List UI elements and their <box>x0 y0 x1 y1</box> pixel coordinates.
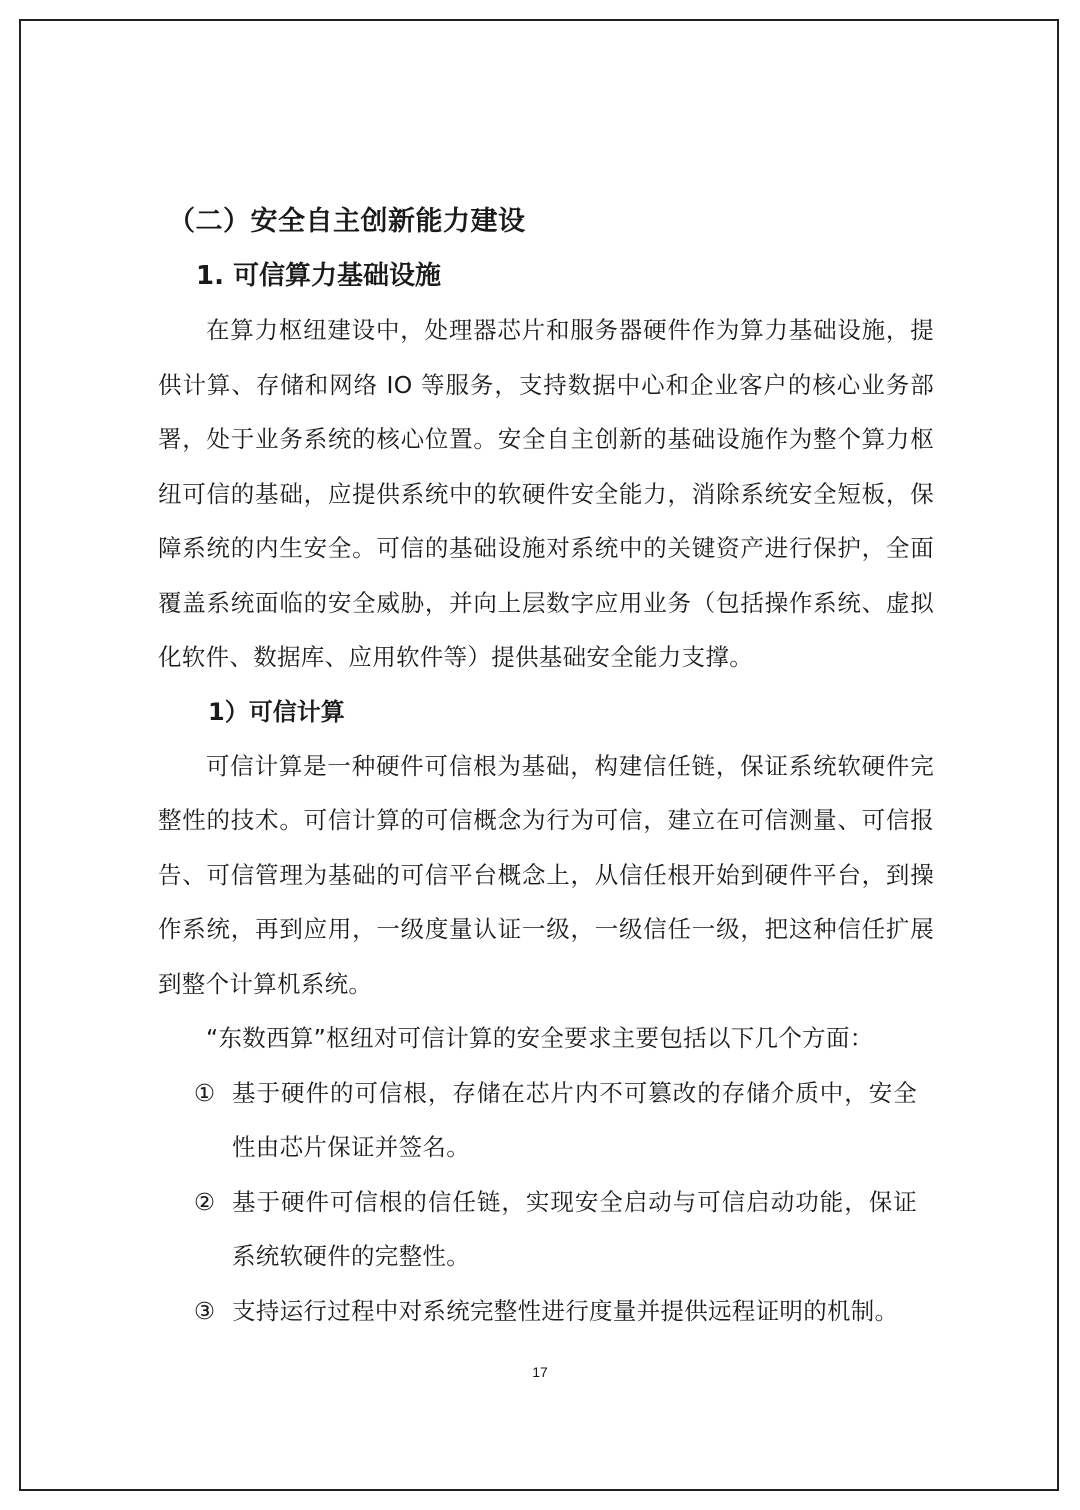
subsection-heading: 1. 可信算力基础设施 <box>196 261 442 291</box>
section-heading: （二）安全自主创新能力建设 <box>168 206 526 237</box>
list-item-text: 支持运行过程中对系统完整性进行度量并提供远程证明的机制。 <box>232 1296 899 1325</box>
list-item-text: 基于硬件可信根的信任链，实现安全启动与可信启动功能，保证系统软硬件的完整性。 <box>232 1187 917 1270</box>
page-number: 17 <box>532 1364 548 1380</box>
requirements-intro: “东数西算”枢纽对可信计算的安全要求主要包括以下几个方面： <box>206 1024 874 1052</box>
intro-paragraph: 在算力枢纽建设中，处理器芯片和服务器硬件作为算力基础设施，提供计算、存储和网络 IO 等服务，支持数据中心和企业客户的核心业务部署，处于业务系统的核心位置。安全自主创新的基础设施作为整个算力枢纽可信的基础，应提供系统中的软硬件安全能力，消除系统安全短板，保障系统的内生安全。可信的基础设施对系统中的关键资产进行保护，全面覆盖系统面临的安全威胁，并向上层数字应用业务（包括操作系统、虚拟化软件、数据库、应用软件等）提供基础安全能力支撑。 <box>158 316 934 671</box>
list-item <box>158 1066 917 1175</box>
trusted-computing-paragraph: 可信计算是一种硬件可信根为基础，构建信任链，保证系统软硬件完整性的技术。可信计算的可信概念为行为可信，建立在可信测量、可信报告、可信管理为基础的可信平台概念上，从信任根开始到硬件平台，到操作系统，再到应用，一级度量认证一级，一级信任一级，把这种信任扩展到整个计算机系统。 <box>158 751 934 998</box>
list-item <box>158 1284 917 1339</box>
item-heading: 1）可信计算 <box>208 697 345 726</box>
list-item <box>158 1175 917 1284</box>
requirements-list <box>158 1066 934 1339</box>
document-body <box>158 195 934 1338</box>
list-marker: ③ <box>194 1296 216 1325</box>
list-item-text: 基于硬件的可信根，存储在芯片内不可篡改的存储介质中，安全性由芯片保证并签名。 <box>232 1078 917 1161</box>
list-marker: ① <box>194 1078 216 1107</box>
list-marker: ② <box>194 1187 216 1216</box>
